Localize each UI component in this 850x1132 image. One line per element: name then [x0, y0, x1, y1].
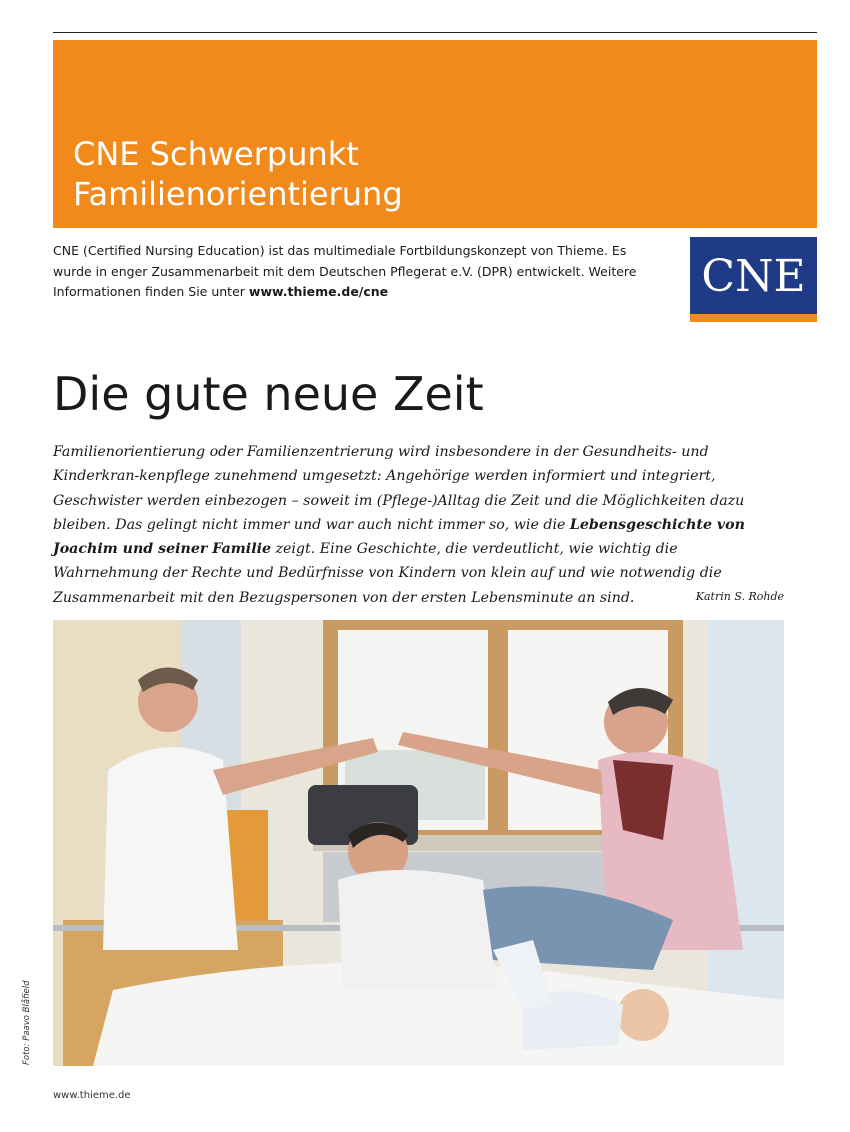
intro-body: CNE (Certified Nursing Education) ist das multimediale Fortbildungskonzept von Thieme. Es wurde in enger Zusammenarbeit mit dem Deutschen Pflegerat e.V. (DPR) entwickelt. Weitere Informationen finden Sie unter	[53, 243, 637, 299]
footer-url[interactable]: www.thieme.de	[53, 1090, 131, 1101]
banner-title-line1: CNE Schwerpunkt	[73, 135, 359, 173]
article-photo	[53, 620, 784, 1066]
photo-credit: Foto: Paavo Blåfield	[22, 980, 32, 1065]
banner-title-line2: Familienorientierung	[73, 175, 403, 213]
lead-part-1: Familienorientierung oder Familienzentrierung wird insbesondere in der Gesundheits- und Kinderkran-kenpflege zunehmend umgesetzt: Angehörige werden informiert und integriert, Geschwister werden einbezogen – soweit im (Pflege-)Alltag die Zeit und die Möglichkeiten dazu bleiben. Das gelingt nicht immer und war auch nicht immer so, wie die	[53, 444, 745, 533]
article-lead	[53, 440, 784, 610]
cne-logo	[690, 237, 817, 322]
top-rule	[53, 32, 817, 33]
cne-logo-text: CNE	[701, 251, 806, 302]
lead-emphasis: Lebensgeschichte von Joachim und seiner Familie	[53, 516, 745, 558]
lead-part-2: zeigt. Eine Geschichte, die verdeutlicht, wie wichtig die Wahrnehmung der Rechte und Bedürfnisse von Kindern von klein auf und wie notwendig die Zusammenarbeit mit den Bezugspersonen von der ersten Lebensminute an sind.	[53, 541, 722, 606]
banner-title	[73, 134, 403, 214]
article-headline: Die gute neue Zeit	[53, 367, 484, 421]
cne-intro-text	[53, 241, 653, 303]
cne-link[interactable]: www.thieme.de/cne	[248, 284, 389, 299]
article-author: Katrin S. Rohde	[695, 590, 784, 603]
cne-logo-accent-bar	[690, 314, 817, 322]
topic-banner	[53, 40, 817, 228]
hospital-room-photo	[53, 620, 784, 1066]
